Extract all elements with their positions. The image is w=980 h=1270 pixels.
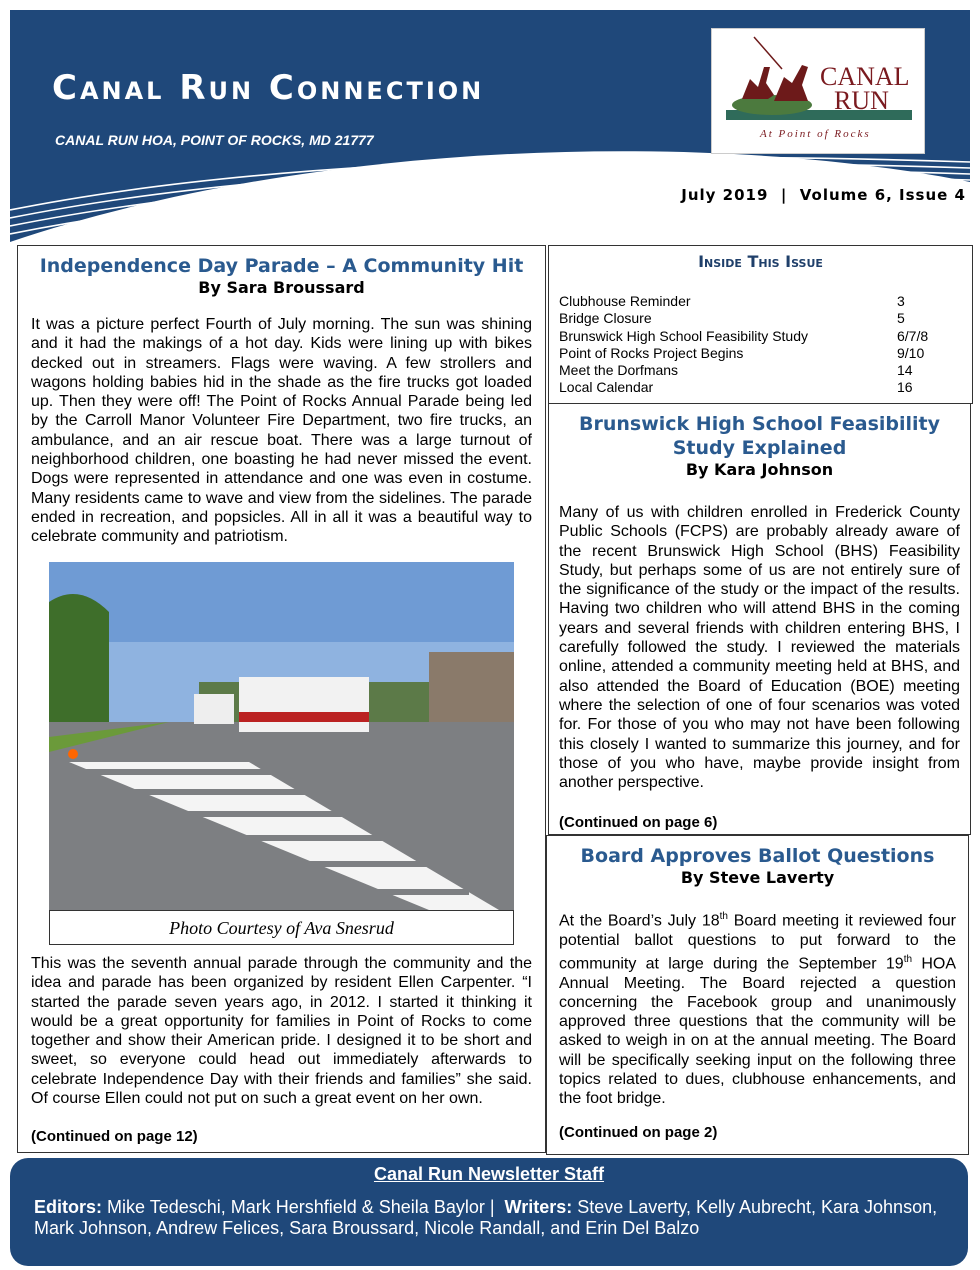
continued-link[interactable]: (Continued on page 12) [31,1128,198,1145]
continued-link[interactable]: (Continued on page 2) [559,1124,718,1141]
staff-list: Editors: Mike Tedeschi, Mark Hershfield & Sheila Baylor | Writers: Steve Laverty, Kelly Aubrecht, Kara Johnson, Mark Johnson, Andrew Felices, Sara Broussard, Nicole Randall, and Erin Del Balzo [34,1197,938,1238]
article-text: It was a picture perfect Fourth of July morning. The sun was shining and it had the makings of a hot day. Kids were lining up with bikes decked out in streamers. Flags were waving. A few strollers and wagons holding babies hid in the shade as the fire trucks got loaded up. Then they were off! The Point of Rocks Annual Parade being led by the Carroll Manor Volunteer Fire Department, two fire trucks, an ambulance, and an air rescue boat. There was a large turnout of neighborhood children, one boasting he had never missed the event. Dogs were represented in attendance and one was even in costume. Many residents came to wave and view from the sidelines. The parade ended in recreation, and popsicles. All in all it was a beautiful way to celebrate community and patriotism. [31,316,532,546]
continued-link[interactable]: (Continued on page 6) [559,814,718,831]
toc-list [559,293,962,397]
toc-title: Inside This Issue [698,252,823,271]
article-byline: By Kara Johnson [685,460,834,479]
article-bhs [548,403,971,835]
article-byline: By Steve Laverty [680,868,835,887]
svg-text:At Point of Rocks: At Point of Rocks [760,128,871,140]
article-title: Board Approves Ballot Questions [580,845,935,867]
parade-photo [49,562,514,910]
canal-run-logo [711,28,925,154]
footer-title: Canal Run Newsletter Staff [373,1164,605,1184]
toc-item[interactable]: Clubhouse Reminder 3 [559,293,905,309]
article-text: Many of us with children enrolled in Frederick County Public Schools (FCPS) are probably already aware of the recent Brunswick High School (BHS) Feasibility Study, but perhaps some of us are not entirely sure of the significance of the study or the impact of the results. Having two children who will attend BHS in the coming years and several friends with children entering BHS, I carefully followed the study. I reviewed the materials online, attended a community meeting held at BHS, and also attended the Board of Education (BOE) meeting where the selection of one of four scenarios was voted for. For those of you who may not have been following this closely I wanted to summarize this journey, and for those of you who have, maybe provide insight from another perspective. [559,504,960,792]
logo-figures-icon [712,29,924,153]
article-text: This was the seventh annual parade through the community and the idea and parade has been organized by resident Ellen Carpenter. “I started the parade seven years ago, in 2012. I started it thinking it would be a great opportunity for families in Point of Rocks to come together and show their American pride. I designed it to be short and sweet, so everyone could head out immediately afterwards to celebrate Independence Day with their friends and families” she said. Of course Ellen could not put on such a great event on her own. [31,955,532,1108]
photo-caption: Photo Courtesy of Ava Snesrud [49,910,514,945]
newsletter-title: Canal Run Connection [52,68,485,108]
toc-item[interactable]: Local Calendar 16 [559,379,913,396]
svg-text:CANAL: CANAL [820,62,910,91]
toc-item[interactable]: Brunswick High School Feasibility Study 6/7/8 [559,327,929,344]
article-title: Brunswick High School Feasibility Study Explained [579,413,940,459]
staff-footer [10,1158,968,1266]
article-ballot [546,835,969,1155]
toc-item[interactable]: Point of Rocks Project Begins 9/10 [559,344,925,361]
issue-info: July 2019 | Volume 6, Issue 4 [681,186,966,204]
article-text: At the Board’s July 18th Board meeting it reviewed four potential ballot questions to put forward to the community at large during the September 19th HOA Annual Meeting. The Board rejected a question concerning the Facebook group and unanimously approved three questions that the community will be asked to weigh in on at the annual meeting. The Board will be specifically seeking input on the following three topics related to dues, clubhouse enhancements, and the foot bridge. [559,911,956,1108]
inside-this-issue [548,245,973,404]
svg-text:RUN: RUN [834,86,889,115]
toc-item[interactable]: Bridge Closure 5 [559,310,905,327]
toc-item[interactable]: Meet the Dorfmans 14 [559,362,913,379]
fire-truck-photo-icon [49,562,514,910]
article-byline: By Sara Broussard [198,278,365,297]
article-title: Independence Day Parade – A Community Hit [39,255,524,277]
newsletter-subtitle: CANAL RUN HOA, POINT OF ROCKS, MD 21777 [55,132,374,148]
